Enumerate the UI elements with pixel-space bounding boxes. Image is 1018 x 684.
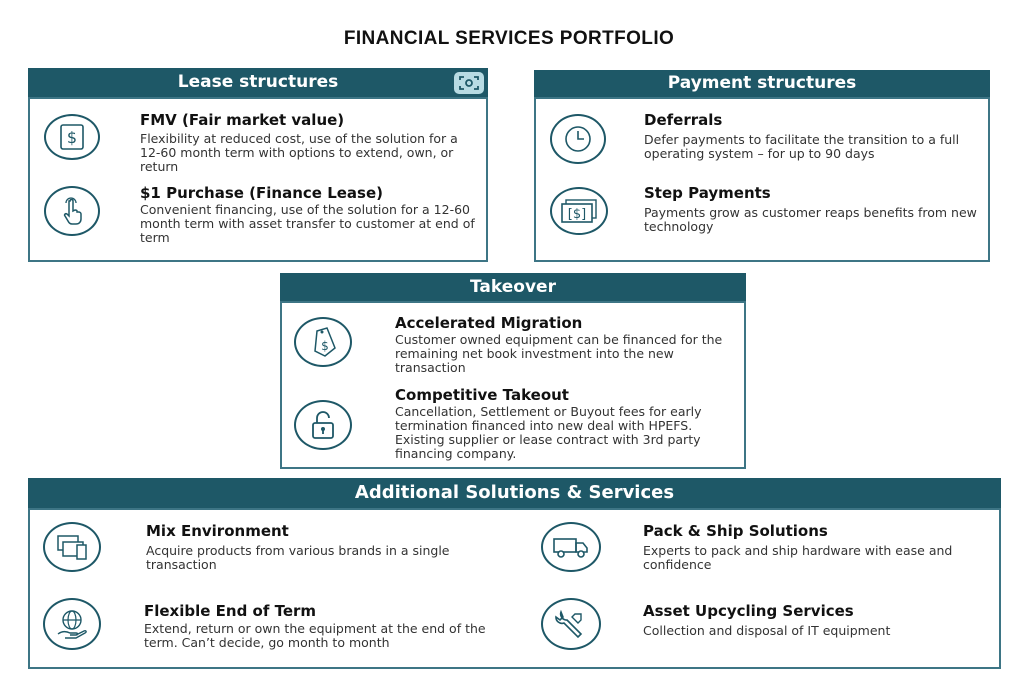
additional-solutions-panel xyxy=(28,478,1001,669)
mix-environment-title: Mix Environment xyxy=(146,522,289,540)
takeover-panel xyxy=(280,273,746,469)
lease-structures-panel xyxy=(28,68,488,262)
svg-text:$: $ xyxy=(321,339,329,353)
deferrals-desc: Defer payments to facilitate the transition to a full operating system – for up to 90 days xyxy=(644,132,960,161)
competitive-takeout-title: Competitive Takeout xyxy=(395,386,569,404)
wrench-icon xyxy=(541,598,601,650)
flexible-end-title: Flexible End of Term xyxy=(144,602,317,620)
additional-solutions-header-label: Additional Solutions & Services xyxy=(354,482,675,503)
payment-structures-header-label: Payment structures xyxy=(667,73,857,93)
lease-structures-header-label: Lease structures xyxy=(177,72,339,92)
step-payments-title: Step Payments xyxy=(644,184,771,202)
pack-ship-desc: Experts to pack and ship hardware with ease and confidence xyxy=(643,543,953,572)
truck-icon xyxy=(541,522,601,572)
takeover-body xyxy=(280,301,746,469)
flexible-end-desc: Extend, return or own the equipment at the end of the term. Can’t decide, go month to month xyxy=(144,621,486,650)
svg-text:[$]: [$] xyxy=(567,207,587,222)
step-payments-desc: Payments grow as customer reaps benefits from new technology xyxy=(644,205,977,234)
globe-hand-icon xyxy=(43,598,101,650)
unlock-icon xyxy=(294,400,352,450)
payment-structures-header xyxy=(534,70,990,97)
dollar-bill-icon xyxy=(44,114,100,160)
lease-structures-header xyxy=(28,68,488,97)
fmv-desc: Flexibility at reduced cost, use of the solution for a 12-60 month term with options to extend, own, or return xyxy=(140,131,458,174)
payment-structures-body xyxy=(534,97,990,262)
purchase-title: $1 Purchase (Finance Lease) xyxy=(140,184,384,202)
purchase-desc: Convenient financing, use of the solution for a 12-60 month term with asset transfer to customer at end of term xyxy=(140,202,475,245)
accelerated-migration-title: Accelerated Migration xyxy=(395,314,583,332)
competitive-takeout-desc: Cancellation, Settlement or Buyout fees for early termination financed into new deal with HPEFS. Existing supplier or lease contract with 3rd party financing company. xyxy=(395,404,702,461)
takeover-header-label: Takeover xyxy=(470,277,556,297)
payment-structures-panel xyxy=(534,70,990,262)
additional-solutions-header xyxy=(28,478,1001,508)
svg-text:$: $ xyxy=(66,128,78,147)
scan-icon xyxy=(459,75,479,91)
asset-upcycling-title: Asset Upcycling Services xyxy=(643,602,854,620)
page-title: FINANCIAL SERVICES PORTFOLIO xyxy=(343,28,675,49)
deferrals-title: Deferrals xyxy=(644,111,723,129)
additional-solutions-body xyxy=(28,508,1001,669)
visual-search-button[interactable] xyxy=(454,72,484,94)
pack-ship-title: Pack & Ship Solutions xyxy=(643,522,828,540)
clock-icon xyxy=(550,114,606,164)
takeover-header xyxy=(280,273,746,301)
devices-icon xyxy=(43,522,101,572)
price-tag-icon xyxy=(294,317,352,367)
asset-upcycling-desc: Collection and disposal of IT equipment xyxy=(643,623,891,638)
accelerated-migration-desc: Customer owned equipment can be financed for the remaining net book investment into the new transaction xyxy=(395,332,723,375)
lease-structures-body xyxy=(28,97,488,262)
fmv-title: FMV (Fair market value) xyxy=(140,111,345,129)
hand-pointer-icon xyxy=(44,186,100,236)
banknotes-icon xyxy=(550,187,608,235)
mix-environment-desc: Acquire products from various brands in a single transaction xyxy=(146,543,450,572)
